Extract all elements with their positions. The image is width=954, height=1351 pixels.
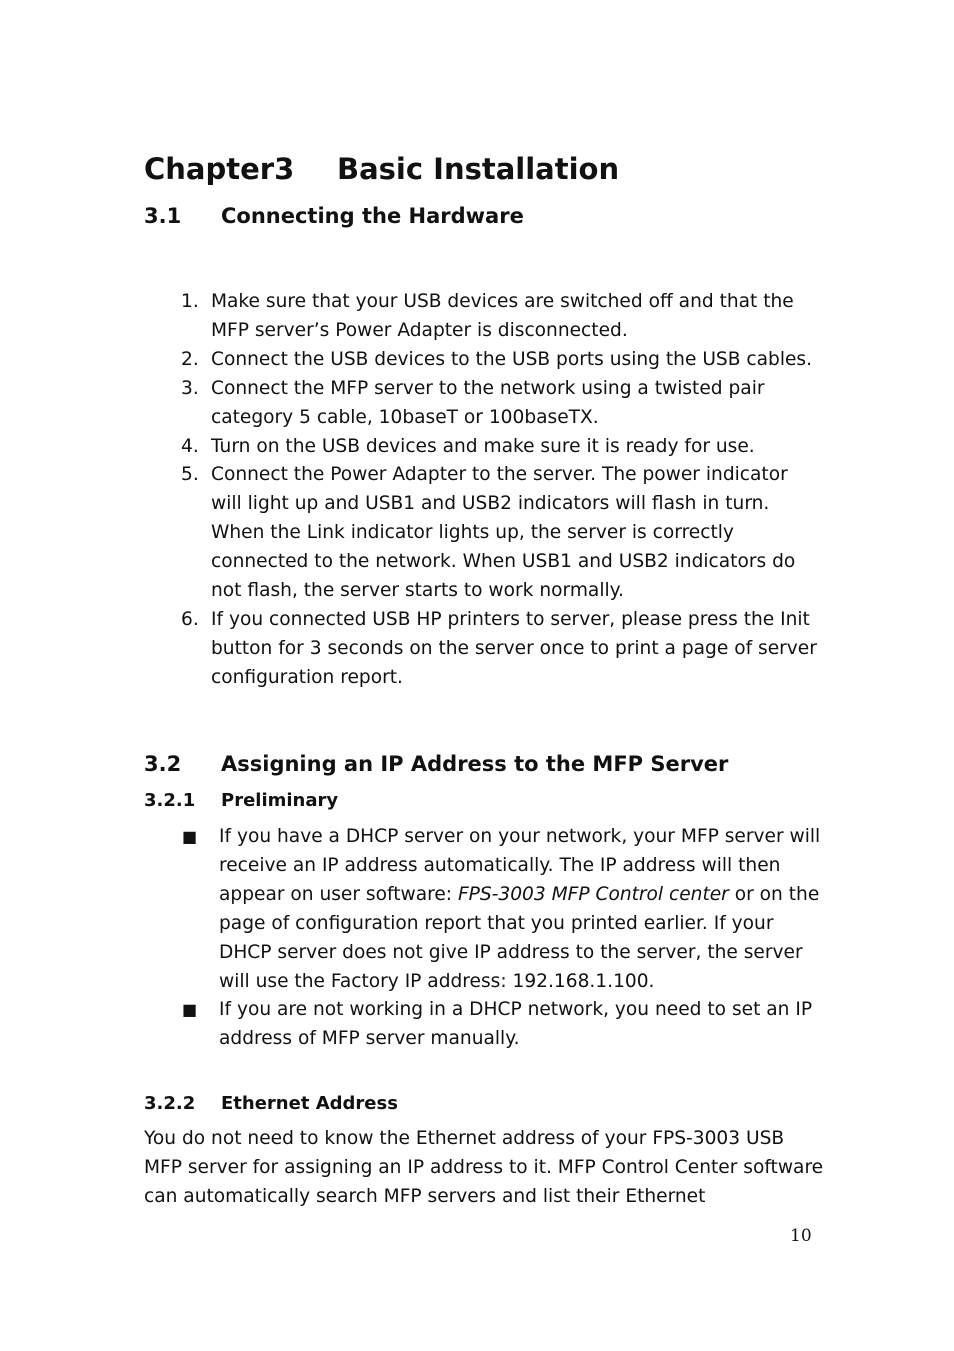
preliminary-bullet-list <box>144 823 824 1054</box>
step-number: 1. <box>181 291 199 312</box>
step-text: Connect the MFP server to the network using a twisted pair category 5 cable, 10baseT or 100baseTX. <box>211 377 765 428</box>
bullet-text-part: If you have a DHCP server on your network, your MFP server will receive an IP address automatically. The IP address will then appear on user software: <box>219 826 821 905</box>
step-number: 5. <box>181 464 199 486</box>
section-title: Connecting the Hardware <box>221 204 524 228</box>
bullet-text: If you are not working in a DHCP network, you need to set an IP address of MFP server manually. <box>219 999 813 1050</box>
step-text: Connect the Power Adapter to the server. The power indicator will light up and USB1 and USB2 indicators will flash in turn. When the Link indicator lights up, the server is correctly connected to the network. When USB1 and USB2 indicators do not flash, the server starts to work normally. <box>211 464 796 602</box>
step-text: Connect the USB devices to the USB ports using the USB cables. <box>211 348 813 370</box>
step-number: 2. <box>181 348 199 370</box>
list-item <box>144 996 824 1054</box>
page-number: 10 <box>790 1226 812 1246</box>
chapter-heading <box>144 152 619 186</box>
software-name: FPS-3003 MFP Control center <box>457 883 729 905</box>
subsection-title: Preliminary <box>221 790 339 811</box>
step-text: Make sure that your USB devices are switched off and that the MFP server’s Power Adapter is disconnected. <box>211 291 794 341</box>
chapter-title: Basic Installation <box>337 152 620 186</box>
subsection-title: Ethernet Address <box>221 1093 398 1114</box>
section-number: 3.2 <box>144 752 182 776</box>
list-item <box>144 433 824 462</box>
subsection-number: 3.2.1 <box>144 790 196 811</box>
step-number: 4. <box>181 435 199 457</box>
chapter-number: Chapter3 <box>144 152 295 186</box>
hardware-steps-list <box>144 288 824 693</box>
subsection-number: 3.2.2 <box>144 1093 196 1114</box>
list-item <box>144 823 824 996</box>
step-number: 6. <box>181 608 199 630</box>
list-item <box>144 375 824 433</box>
section-title: Assigning an IP Address to the MFP Server <box>221 752 729 776</box>
list-item <box>144 288 824 346</box>
ethernet-paragraph: You do not need to know the Ethernet address of your FPS-3003 USB MFP server for assigning an IP address to it. MFP Control Center software can automatically search MFP servers and list their Ethernet <box>144 1128 824 1207</box>
step-text: If you connected USB HP printers to server, please press the Init button for 3 seconds on the server once to print a page of server configuration report. <box>211 608 817 688</box>
list-item <box>144 606 824 693</box>
step-number: 3. <box>181 377 199 399</box>
bullet-square-icon: ■ <box>182 1000 198 1020</box>
list-item <box>144 346 824 375</box>
list-item <box>144 461 824 606</box>
step-text: Turn on the USB devices and make sure it is ready for use. <box>211 435 755 457</box>
bullet-square-icon: ■ <box>182 827 198 846</box>
section-number: 3.1 <box>144 204 182 228</box>
bullet-text-part: or on the page of configuration report that you printed earlier. If your DHCP server does not give IP address to the server, the server will use the Factory IP address: 192.168.1.100. <box>219 883 820 992</box>
